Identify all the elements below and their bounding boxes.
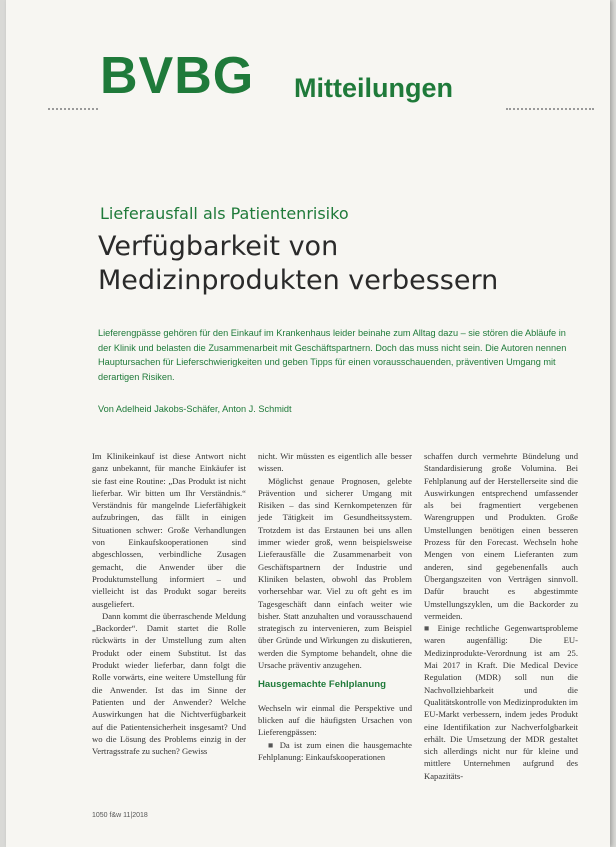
article-kicker: Lieferausfall als Patientenrisiko bbox=[100, 204, 349, 223]
paragraph: Möglichst genaue Prognosen, gelebte Prävention und sicherer Umgang mit Risiken – das sind Kernkompetenzen für jede Tätigkeit im Gesundheitssystem. Trotzdem ist das Erstaunen bei uns allen immer wieder groß, wenn beispielsweise Lieferausfälle die Zusammenarbeit von Geschäftspartnern der Industrie und Kliniken belasten, obwohl das Problem vorhersehbar war. Viel zu oft geht es im Tagesgeschäft dann einfach weiter wie bisher. Statt anzuhalten und vorausschauend strategisch zu intervenieren, zum Beispiel über Gründe und Wirkungen zu diskutieren, werden die Symptome behandelt, ohne die Ursache präventiv anzugehen. bbox=[258, 475, 412, 671]
paragraph: Wechseln wir einmal die Perspektive und blicken auf die häufigsten Ursachen von Lieferengpässen: bbox=[258, 702, 412, 738]
paragraph: Im Klinikeinkauf ist diese Antwort nicht ganz unbekannt, für manche Einkäufer ist sie fast eine Routine: „Das Produkt ist nicht lieferbar. Wir bitten um Ihr Verständnis.“ Verständnis für mangelnde Lieferfähigkeit aufzubringen, das fällt in einigen Situationen schwer: Große Verhandlungen von Einkaufskooperationen sind abgeschlossen, verbindliche Zusagen gemacht, die Anwender über die Produktumstellung informiert – und vielleicht ist das Produkt sogar bereits ausgeliefert. bbox=[92, 451, 246, 609]
article-headline: Verfügbarkeit von Medizinprodukten verbessern bbox=[98, 231, 499, 296]
paragraph: Dann kommt die überraschende Meldung „Backorder“. Damit startet die Rolle rückwärts in der Umstellung zum alten Produkt oder einem Substitut. Ist das Produkt wieder lieferbar, dann folgt die Rolle vorwärts, eine weitere Umstellung für die Anwender. Ist das im Sinne der Patienten und der Anwender? Welche Auswirkungen hat die Nichtverfügbarkeit auf die Patientensicherheit insgesamt? Und wo die Lösung des Problems einzig in der Vertragsstrafe zu suchen? Gewiss bbox=[92, 610, 246, 757]
masthead-dotted-rule-left bbox=[48, 108, 98, 110]
page-footer: 1050 f&w 11|2018 bbox=[92, 812, 148, 819]
paragraph bbox=[258, 739, 412, 764]
body-column-3 bbox=[424, 450, 578, 782]
paragraph-text: Einige rechtliche Gegenwartsprobleme waren augenfällig: Die EU-Medizinprodukte-Verordnung ist am 25. Mai 2017 in Kraft. Die Medical Device Regulation (MDR) soll nun die Nachvollziehbarkeit und die Qualitätskontrolle von Medizinprodukten im EU-Markt verbessern, indem jedes Produkt eine Identifikation zur Nachverfolgbarkeit erhält. Die Umsetzung der MDR gestaltet sich allerdings nicht nur für kleine und mittlere Unternehmen aufgrund des Kapazitäts- bbox=[424, 623, 578, 781]
article-lead: Lieferengpässe gehören für den Einkauf im Krankenhaus leider beinahe zum Alltag dazu – sie stören die Abläufe in der Klinik und belasten die Zusammenarbeit mit Geschäftspartnern. Doch das muss nicht sein. Die Autoren nennen Hauptursachen für Lieferschwierigkeiten und geben Tipps für einen vorausschauenden, präventiven Umgang mit derartigen Risiken. bbox=[98, 328, 567, 382]
body-column-1 bbox=[92, 450, 246, 757]
paragraph: nicht. Wir müssten es eigentlich alle besser wissen. bbox=[258, 451, 412, 474]
masthead-section: Mitteilungen bbox=[294, 73, 453, 103]
masthead-dotted-rule-right bbox=[506, 108, 594, 110]
paragraph bbox=[424, 622, 578, 782]
square-bullet-icon: ■ bbox=[424, 623, 438, 634]
magazine-page bbox=[6, 0, 610, 847]
section-subhead: Hausgemachte Fehlplanung bbox=[258, 679, 386, 691]
body-column-2 bbox=[258, 450, 412, 763]
masthead bbox=[6, 44, 610, 114]
square-bullet-icon: ■ bbox=[268, 739, 280, 750]
paragraph: schaffen durch vermehrte Bündelung und Standardisierung große Volumina. Bei Fehlplanung auf der Herstellerseite sind die Auswirkungen entsprechend umfassender als bei fragmentiert vergebenen Warengruppen und Produkten. Große Umstellungen benötigen einen besseren Prozess für den Forecast. Wechseln hohe Mengen von einem Lieferanten zum anderen, sind gegebenenfalls auch Übergangszeiten von Verträgen sinnvoll. Dafür braucht es abgestimmte Umstellungszyklen, um die Backorder zu vermeiden. bbox=[424, 451, 578, 621]
article-authors: Von Adelheid Jakobs-Schäfer, Anton J. Schmidt bbox=[98, 404, 292, 414]
masthead-brand: BVBG bbox=[100, 47, 255, 105]
paragraph-text: Da ist zum einen die hausgemachte Fehlplanung: Einkaufskooperationen bbox=[258, 739, 412, 762]
